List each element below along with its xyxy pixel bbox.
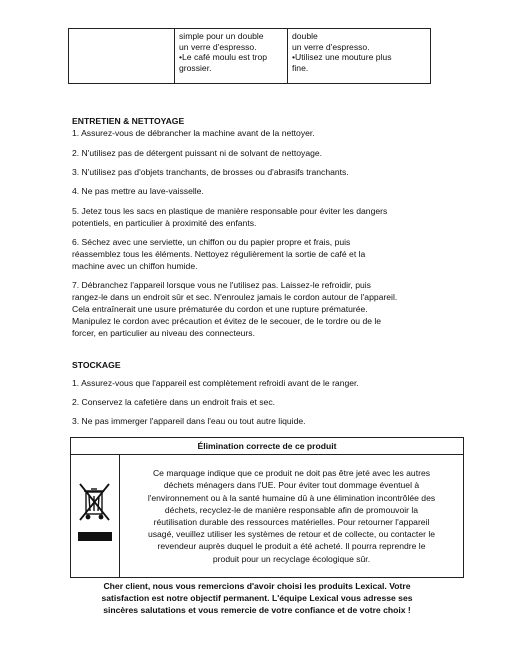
item-line: rangez-le dans un endroit sûr et sec. N'enroulez jamais le cordon autour de l'appareil. [72, 292, 398, 302]
disposal-line: usagé, veuillez utiliser les systèmes de retour et de collecte, ou contacter le [147, 529, 436, 540]
item-line: réassemblez tous les éléments. Nettoyez régulièrement la sortie de café et la [72, 249, 366, 259]
disposal-title-row [71, 438, 464, 455]
disposal-line: produit pour un recyclage écologique sûr. [212, 553, 371, 564]
care-item-6 [72, 236, 442, 272]
disposal-line: réutilisation durable des ressources matérielles. Pour retourner l'appareil [153, 517, 430, 527]
storage-item-3 [72, 415, 442, 427]
cell-line: grossier. [179, 62, 212, 73]
table-cell-solution [288, 29, 431, 84]
thank-you-note [60, 580, 454, 616]
disposal-text [120, 455, 464, 578]
item-line: Cela entraînerait une usure prématurée du cordon et une rupture prématurée. [72, 304, 368, 314]
cell-line: •Utilisez une mouture plus [292, 52, 392, 63]
disposal-icon-cell [71, 455, 120, 578]
care-heading: ENTRETIEN & NETTOYAGE [72, 116, 185, 126]
cell-line: simple pour un double [179, 31, 264, 41]
item-line: 3. Ne pas immerger l'appareil dans l'eau ou tout autre liquide. [72, 416, 306, 426]
item-line: 4. Ne pas mettre au lave-vaisselle. [72, 186, 204, 196]
item-line: 7. Débranchez l'appareil lorsque vous ne l'utilisez pas. Laissez-le refroidir, puis [72, 280, 371, 290]
footer-line: satisfaction est notre objectif permanent. L'équipe Lexical vous adresse ses [101, 593, 413, 603]
item-line: 2. Conservez la cafetière dans un endroit frais et sec. [72, 397, 276, 407]
item-line: 1. Assurez-vous que l'appareil est complètement refroidi avant de le ranger. [72, 378, 359, 388]
troubleshooting-table [68, 28, 431, 84]
disposal-line: déchets, recyclez-le de manière responsable afin de promouvoir la [164, 504, 419, 515]
care-item-4 [72, 185, 442, 197]
table-row [69, 29, 431, 84]
storage-heading: STOCKAGE [72, 360, 121, 370]
table-cell-empty [69, 29, 175, 84]
cell-line: fine. [292, 62, 309, 73]
care-item-3 [72, 166, 442, 178]
footer-line: sincères salutations et vous remercie de votre confiance et de votre choix ! [103, 605, 411, 615]
item-line: potentiels, en particulier à proximité des enfants. [72, 218, 257, 228]
item-line: 1. Assurez-vous de débrancher la machine avant de la nettoyer. [72, 128, 315, 138]
crossed-out-wheelie-bin-icon [72, 456, 118, 574]
item-line: 2. N'utilisez pas de détergent puissant ni de solvant de nettoyage. [72, 148, 323, 158]
item-line: Manipulez le cordon avec précaution et évitez de le secouer, de le tordre ou de le [72, 316, 382, 326]
cell-line: un verre d'espresso. [292, 41, 370, 52]
disposal-line: l'environnement ou à la santé humaine dû à une élimination incontrôlée des [147, 492, 436, 503]
table-cell-problem [175, 29, 288, 84]
disposal-line: Ce marquage indique que ce produit ne doit pas être jeté avec les autres [152, 468, 431, 479]
cell-line: double [292, 31, 318, 41]
disposal-line: déchets ménagers dans l'UE. Pour éviter tout dommage éventuel à [163, 480, 420, 491]
care-item-2 [72, 147, 442, 159]
disposal-content-row [71, 455, 464, 578]
cell-line: un verre d'espresso. [179, 41, 257, 52]
disposal-line: revendeur auprès duquel le produit a été acheté. Il pourra reprendre le [157, 541, 426, 552]
storage-item-1 [72, 377, 442, 389]
item-line: 3. N'utilisez pas d'objets tranchants, de brosses ou d'abrasifs tranchants. [72, 167, 349, 177]
cell-line: •Le café moulu est trop [179, 52, 268, 63]
footer-line: Cher client, nous vous remercions d'avoir choisi les produits Lexical. Votre [103, 581, 411, 591]
care-item-5 [72, 205, 442, 229]
care-item-1 [72, 127, 442, 139]
disposal-title: Élimination correcte de ce produit [71, 438, 464, 455]
storage-item-2 [72, 396, 442, 408]
disposal-box [70, 437, 464, 578]
item-line: forcer, en particulier au niveau des connecteurs. [72, 328, 255, 338]
care-item-7 [72, 279, 442, 339]
item-line: machine avec un chiffon humide. [72, 261, 198, 271]
item-line: 5. Jetez tous les sacs en plastique de manière responsable pour éviter les dangers [72, 206, 388, 216]
item-line: 6. Séchez avec une serviette, un chiffon ou du papier propre et frais, puis [72, 237, 351, 247]
